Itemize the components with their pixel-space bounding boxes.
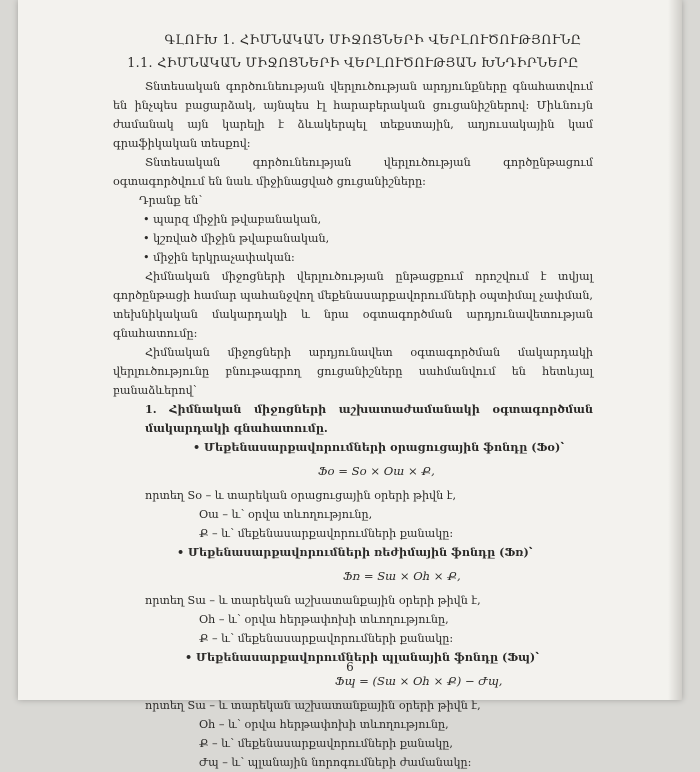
definition-line: Ժպ – և՝ պլանային նորոգումների ժամանակը: <box>199 756 472 769</box>
plan-fund-formula: Ֆպ = (Sա × Oհ × Ք) − Ժպ, <box>335 674 503 688</box>
paragraph-2: Տնտեսական գործունեության վերլուծության գործընթացում օգտագործվում են նաև միջինացված ցուցանիշները: <box>113 156 593 188</box>
definition-line: որտեղ Sօ – և տարեկան օրացուցային օրերի թիվն է, <box>145 489 457 502</box>
definition-line: որտեղ Sա – և տարեկան աշխատանքային օրերի թիվն է, <box>145 699 481 712</box>
list-item: • միջին երկրաչափական: <box>143 248 593 267</box>
definition-line: Ք – և՝ մեքենասարքավորումների քանակը: <box>199 632 454 645</box>
definition-line: Ք – և՝ մեքենասարքավորումների քանակը, <box>199 737 453 750</box>
page-number: 6 <box>346 660 354 674</box>
definition-line: որտեղ Sա – և տարեկան աշխատանքային օրերի թիվն է, <box>145 594 481 607</box>
definition-line: Ք – և՝ մեքենասարքավորումների քանակը: <box>199 527 454 540</box>
page-binding-edge <box>668 0 682 700</box>
definition-line: Oհ – և՝ օրվա հերթափոխի տևողությունը, <box>199 718 449 731</box>
definition-line: Oա – և՝ օրվա տևողությունը, <box>199 508 373 521</box>
regime-fund-formula: Ֆռ = Sա × Oհ × Ք, <box>343 569 461 583</box>
paragraph-4: Հիմնական միջոցների արդյունավետ օգտագործման մակարդակի վերլուծությունը բնութագրող ցուցանիշները սահմանվում են հետևյալ բանաձևերով՝ <box>113 346 593 397</box>
list-intro: Դրանք են՝ <box>139 194 203 207</box>
definition-line: Oհ – և՝ օրվա հերթափոխի տևողությունը, <box>199 613 449 626</box>
subheading-1: 1. Հիմնական միջոցների աշխատաժամանակի օգտագործման մակարդակի գնահատումը. <box>145 402 593 435</box>
paragraph-1: Տնտեսական գործունեության վերլուծության արդյունքները գնահատվում են ինչպես բացարձակ, այնպես էլ հարաբերական ցուցանիշներով: Միևնույն ժամանակ այն կարելի է ձևակերպել տեքստային, աղյուսակային կամ գրաֆիկական տեսքով: <box>113 80 593 150</box>
list-item: • պարզ միջին թվաբանական, <box>143 210 593 229</box>
regime-fund-heading: • Մեքենասարքավորումների ռեժիմային ֆոնդը (Ֆռ)՝ <box>177 543 593 562</box>
calendar-fund-heading: • Մեքենասարքավորումների օրացուցային ֆոնդը (Ֆօ)՝ <box>193 438 593 457</box>
calendar-fund-formula: Ֆօ = Sօ × Oա × Ք, <box>318 464 435 478</box>
plan-fund-heading: • Մեքենասարքավորումների պլանային ֆոնդը (Ֆպ)՝ <box>185 648 593 667</box>
section-title: 1.1. ՀԻՄՆԱԿԱՆ ՄԻՋՈՑՆԵՐԻ ՎԵՐԼՈՒԾՈՒԹՅԱՆ ԽՆԴԻՐՆԵՐԸ <box>127 55 579 70</box>
book-page <box>18 0 682 769</box>
average-types-list <box>113 210 593 267</box>
list-item: • կշռված միջին թվաբանական, <box>143 229 593 248</box>
paragraph-3: Հիմնական միջոցների վերլուծության ընթացքում որոշվում է տվյալ գործընթացի համար պահանջվող մեքենասարքավորումների օպտիմալ չափման, տեխնիկական մակարդակի և նրա օգտագործման արդյունավետության գնահատումը: <box>113 270 593 340</box>
chapter-title: ԳԼՈՒԽ 1. ՀԻՄՆԱԿԱՆ ՄԻՋՈՑՆԵՐԻ ՎԵՐԼՈՒԾՈՒԹՅՈՒՆԸ <box>164 32 582 47</box>
